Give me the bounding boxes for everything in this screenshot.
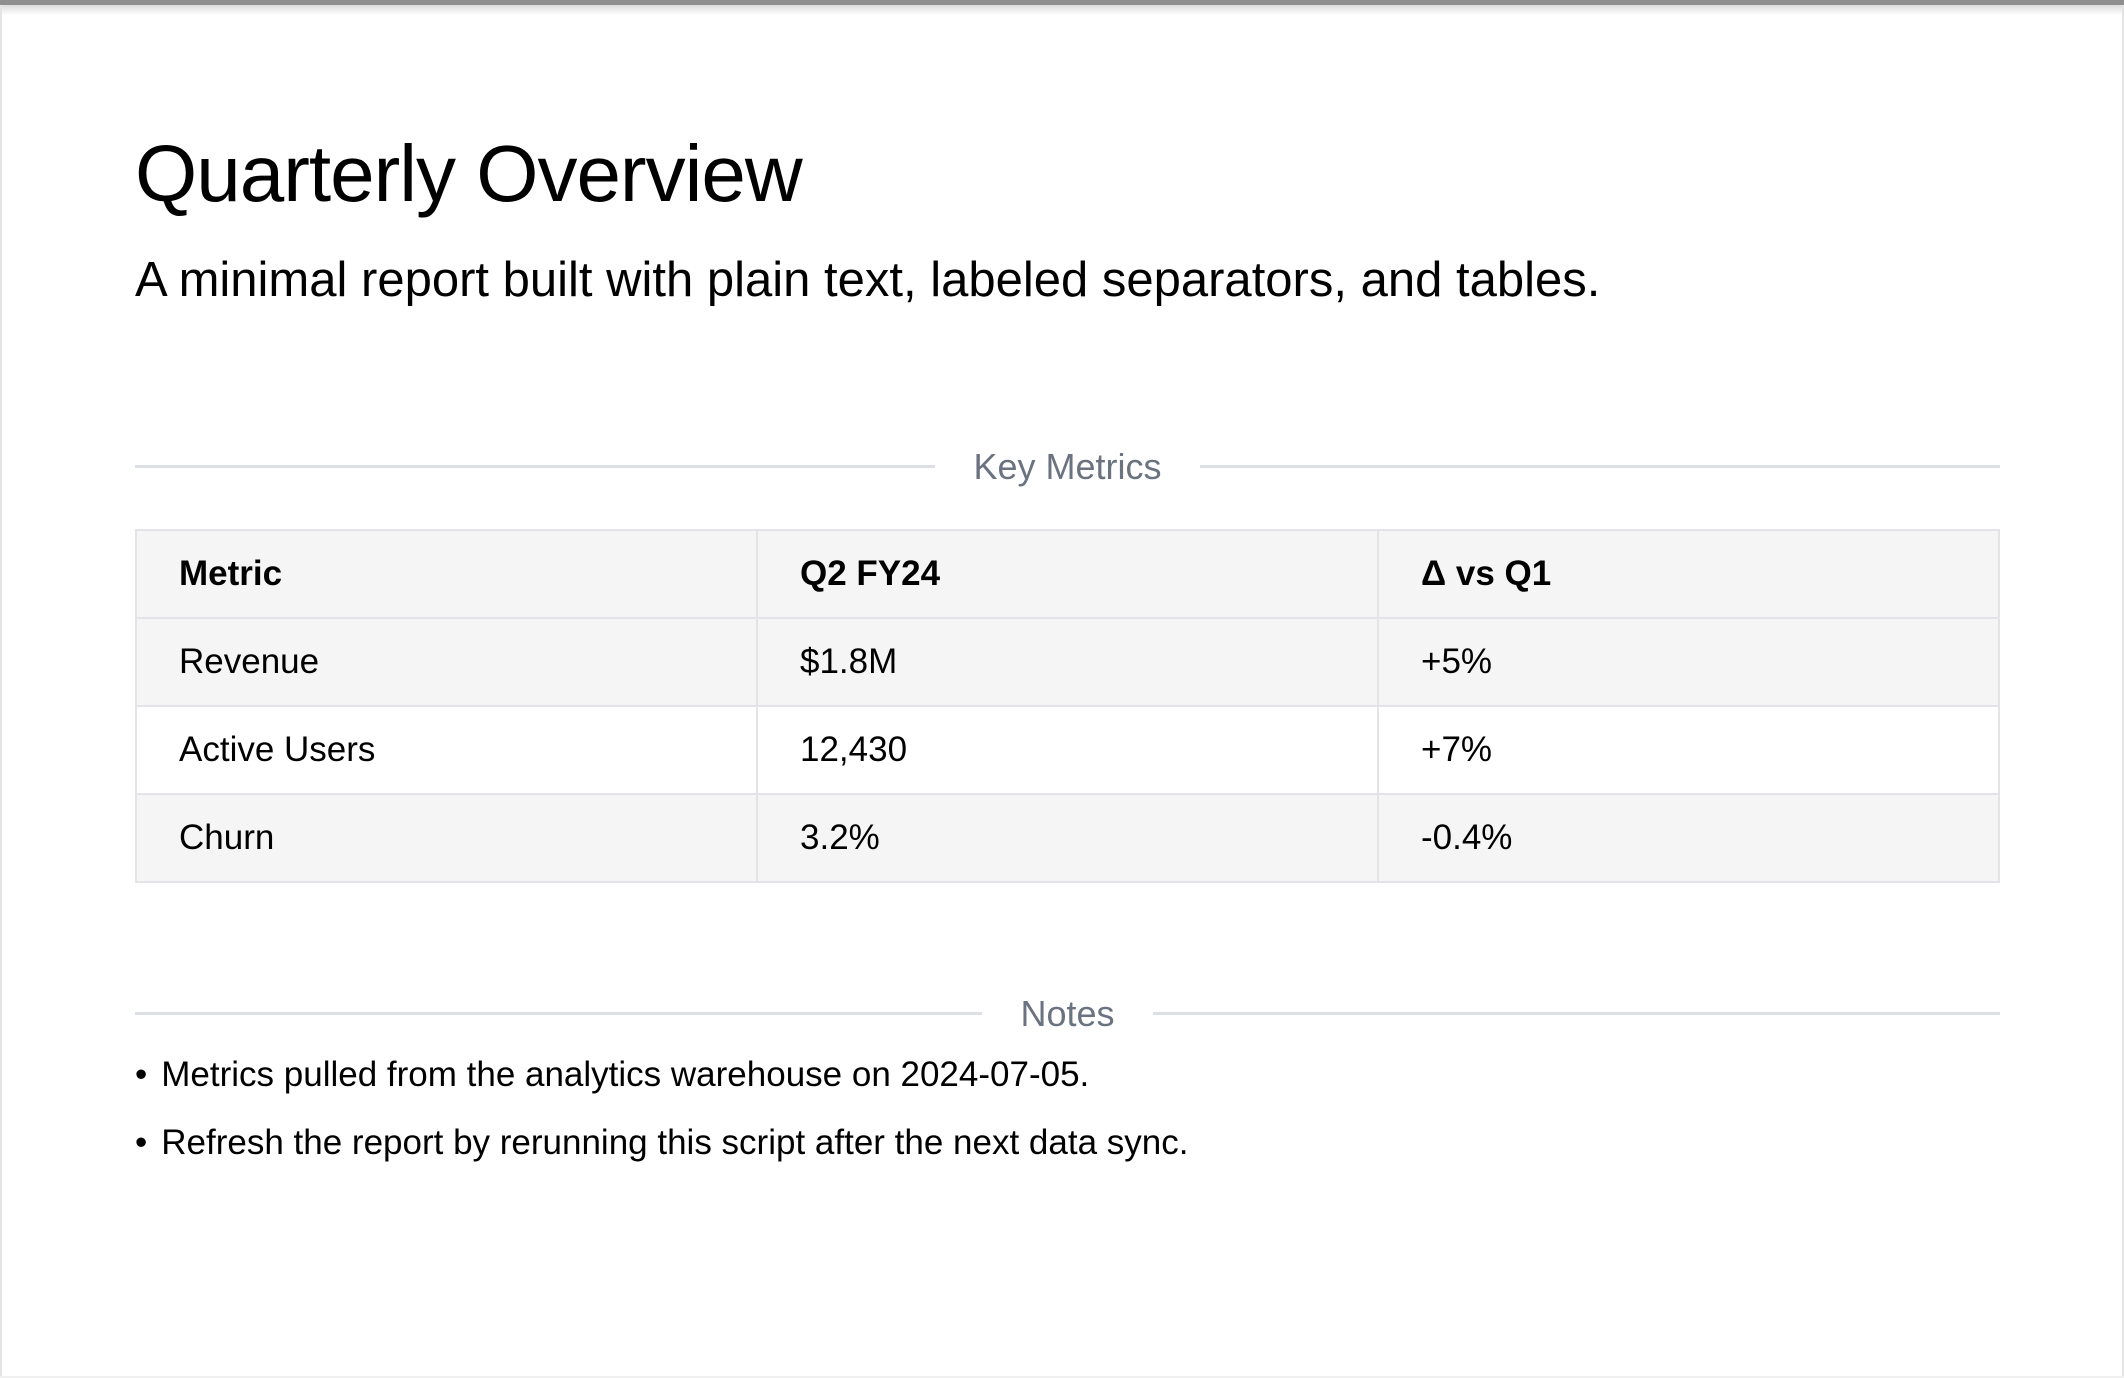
- column-header-metric: Metric: [136, 530, 757, 618]
- window-left-edge: [0, 5, 2, 1378]
- section-separator-notes: [135, 992, 2000, 1035]
- separator-line-right: [1200, 465, 2000, 468]
- separator-line-left: [135, 1012, 982, 1015]
- report-content: [0, 128, 2124, 1165]
- metric-value-cell: 3.2%: [757, 794, 1378, 882]
- bullet-marker: •: [135, 1055, 148, 1094]
- notes-list: [135, 1053, 2000, 1165]
- separator-line-right: [1153, 1012, 2000, 1015]
- metric-name-cell: Churn: [136, 794, 757, 882]
- metric-delta-cell: +7%: [1378, 706, 1999, 794]
- metric-value-cell: 12,430: [757, 706, 1378, 794]
- table-row-churn: [136, 794, 1999, 882]
- metric-value-cell: $1.8M: [757, 618, 1378, 706]
- metrics-table-body: [136, 618, 1999, 882]
- separator-label-notes: Notes: [1020, 993, 1115, 1034]
- separator-line-left: [135, 465, 935, 468]
- separator-label-key-metrics: Key Metrics: [973, 446, 1162, 487]
- note-item: [135, 1053, 2000, 1097]
- metric-name-cell: Revenue: [136, 618, 757, 706]
- page-title: Quarterly Overview: [135, 129, 802, 218]
- window-top-shadow: [0, 5, 2124, 15]
- metric-delta-cell: +5%: [1378, 618, 1999, 706]
- metric-name-cell: Active Users: [136, 706, 757, 794]
- section-separator-key-metrics: [135, 445, 2000, 488]
- column-header-q2-fy24: Q2 FY24: [757, 530, 1378, 618]
- metric-delta-cell: -0.4%: [1378, 794, 1999, 882]
- bullet-marker: •: [135, 1123, 148, 1162]
- metrics-table-header: [136, 530, 1999, 618]
- note-text: Refresh the report by rerunning this script after the next data sync.: [161, 1123, 1189, 1162]
- column-header-delta-vs-q1: Δ vs Q1: [1378, 530, 1999, 618]
- table-row-revenue: [136, 618, 1999, 706]
- table-row-active-users: [136, 706, 1999, 794]
- page-subtitle: A minimal report built with plain text, labeled separators, and tables.: [135, 253, 1601, 307]
- header-row: [136, 530, 1999, 618]
- note-text: Metrics pulled from the analytics warehouse on 2024-07-05.: [161, 1055, 1090, 1094]
- metrics-table: [135, 529, 2000, 883]
- note-item: [135, 1121, 2000, 1165]
